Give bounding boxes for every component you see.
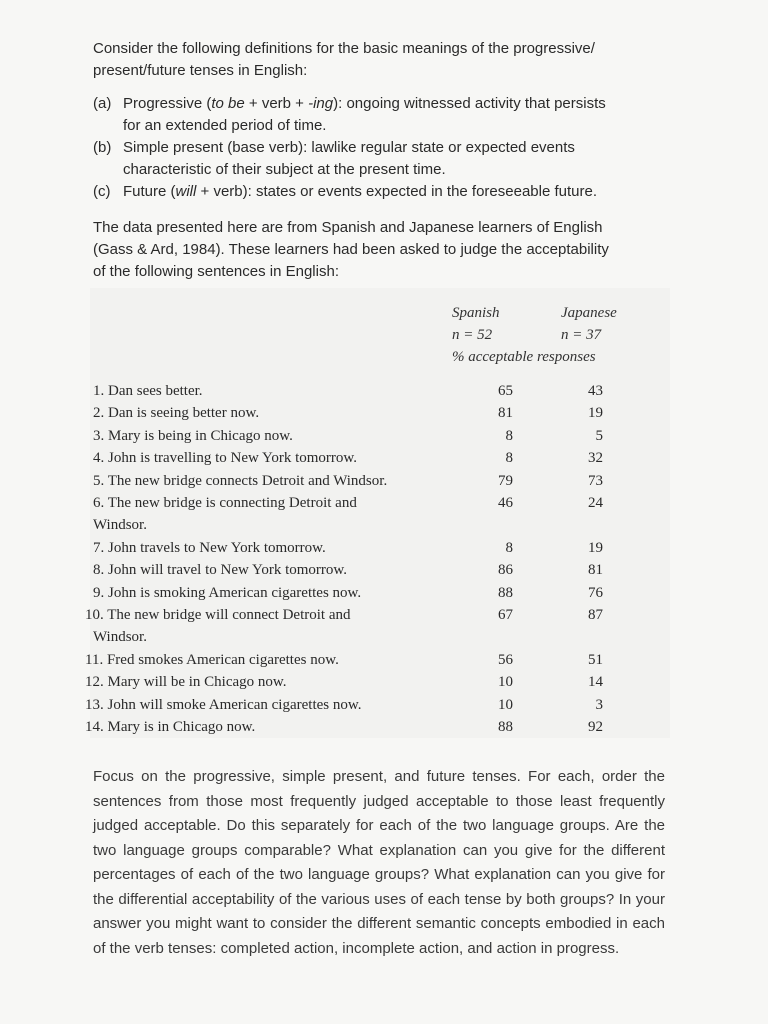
data-intro-line-1: The data presented here are from Spanish and Japanese learners of English <box>93 219 603 236</box>
sentence-continuation: Windsor. <box>93 629 147 646</box>
japanese-value: 3 <box>595 696 603 713</box>
table-row <box>85 694 653 716</box>
sentence: 10. The new bridge will connect Detroit and <box>85 607 351 624</box>
spanish-value: 8 <box>505 539 513 556</box>
definition-letter: (b) <box>93 139 112 156</box>
spanish-value: 81 <box>498 405 513 422</box>
definition-text: Progressive (to be + verb + -ing): ongoing witnessed activity that persists <box>123 95 606 112</box>
data-intro-line-2: (Gass & Ard, 1984). These learners had been asked to judge the acceptability <box>93 241 609 258</box>
table-row <box>93 402 653 424</box>
header-japanese-n: n = 37 <box>561 327 602 343</box>
sentence: 13. John will smoke American cigarettes now. <box>85 696 362 713</box>
spanish-value: 65 <box>498 383 513 399</box>
japanese-value: 43 <box>588 383 603 399</box>
japanese-value: 51 <box>588 651 603 668</box>
spanish-value: 46 <box>498 495 513 512</box>
spanish-value: 10 <box>498 674 513 691</box>
spanish-value: 56 <box>498 651 513 668</box>
table-row <box>93 380 653 402</box>
definition-text: Simple present (base verb): lawlike regular state or expected events <box>123 139 575 156</box>
sentence: 4. John is travelling to New York tomorrow. <box>93 450 358 467</box>
sentence: 1. Dan sees better. <box>93 383 203 399</box>
data-intro-paragraph <box>93 217 653 283</box>
header-measure: % acceptable responses <box>452 349 596 365</box>
table-row <box>93 492 653 537</box>
table-row <box>93 582 653 604</box>
japanese-value: 5 <box>595 427 603 444</box>
spanish-value: 88 <box>498 584 513 601</box>
sentence: 2. Dan is seeing better now. <box>93 405 260 422</box>
focus-question-paragraph: Focus on the progressive, simple present, and future tenses. For each, order the sentences from those most frequently judged acceptable to those least frequently judged acceptable. Do this separately for each of the two language groups. Are the two language groups comparable? What explanation can you give for the different percentages of each of the two language groups? What explanation can you give for the differential acceptability of the various uses of each tense by both groups? In your answer you might want to consider the different semantic concepts embodied in each of the verb tenses: completed action, incomplete action, and action in progress. <box>93 768 665 957</box>
definition-c <box>93 181 653 203</box>
table-row <box>85 671 653 693</box>
table-row <box>93 447 653 469</box>
definition-a <box>93 93 653 137</box>
header-spanish-n: n = 52 <box>452 327 493 343</box>
sentence-table <box>85 380 653 739</box>
sentence-continuation: Windsor. <box>93 517 147 534</box>
intro-line-2: present/future tenses in English: <box>93 62 308 79</box>
data-intro-line-3: of the following sentences in English: <box>93 263 339 280</box>
japanese-value: 87 <box>588 607 603 624</box>
table-row <box>93 425 653 447</box>
spanish-value: 79 <box>498 472 513 489</box>
spanish-value: 8 <box>505 427 513 444</box>
sentence: 6. The new bridge is connecting Detroit and <box>93 495 357 512</box>
table-row <box>93 470 653 492</box>
intro-line-1: Consider the following definitions for the basic meanings of the progressive/ <box>93 40 595 57</box>
definition-letter: (a) <box>93 95 112 112</box>
sentence: 3. Mary is being in Chicago now. <box>93 427 293 444</box>
japanese-value: 14 <box>588 674 603 691</box>
table-row <box>85 649 653 671</box>
sentence: 14. Mary is in Chicago now. <box>85 719 256 736</box>
intro-paragraph <box>93 38 653 82</box>
definition-text-cont: for an extended period of time. <box>123 117 327 134</box>
table-row <box>85 716 653 738</box>
header-japanese: Japanese <box>561 305 617 321</box>
japanese-value: 32 <box>588 450 603 467</box>
japanese-value: 24 <box>588 495 603 512</box>
spanish-value: 88 <box>498 719 513 736</box>
sentence: 9. John is smoking American cigarettes now. <box>93 584 362 601</box>
sentence: 7. John travels to New York tomorrow. <box>93 539 326 556</box>
definition-text: Future (will + verb): states or events expected in the foreseeable future. <box>123 183 598 200</box>
table-row <box>93 537 653 559</box>
japanese-value: 81 <box>588 562 603 579</box>
definition-b <box>93 137 653 181</box>
japanese-value: 73 <box>588 472 603 489</box>
table-row <box>85 604 653 649</box>
definition-text-cont: characteristic of their subject at the present time. <box>123 161 446 178</box>
spanish-value: 10 <box>498 696 513 713</box>
japanese-value: 92 <box>588 719 603 736</box>
sentence: 8. John will travel to New York tomorrow. <box>93 562 348 579</box>
definition-letter: (c) <box>93 183 111 200</box>
japanese-value: 76 <box>588 584 603 601</box>
spanish-value: 67 <box>498 607 513 624</box>
sentence: 5. The new bridge connects Detroit and Windsor. <box>93 472 388 489</box>
japanese-value: 19 <box>588 539 603 556</box>
header-spanish: Spanish <box>452 305 500 321</box>
table-row <box>93 559 653 581</box>
spanish-value: 8 <box>505 450 513 467</box>
japanese-value: 19 <box>588 405 603 422</box>
spanish-value: 86 <box>498 562 513 579</box>
definitions-list <box>93 93 653 203</box>
sentence: 12. Mary will be in Chicago now. <box>85 674 287 691</box>
sentence: 11. Fred smokes American cigarettes now. <box>85 651 339 668</box>
